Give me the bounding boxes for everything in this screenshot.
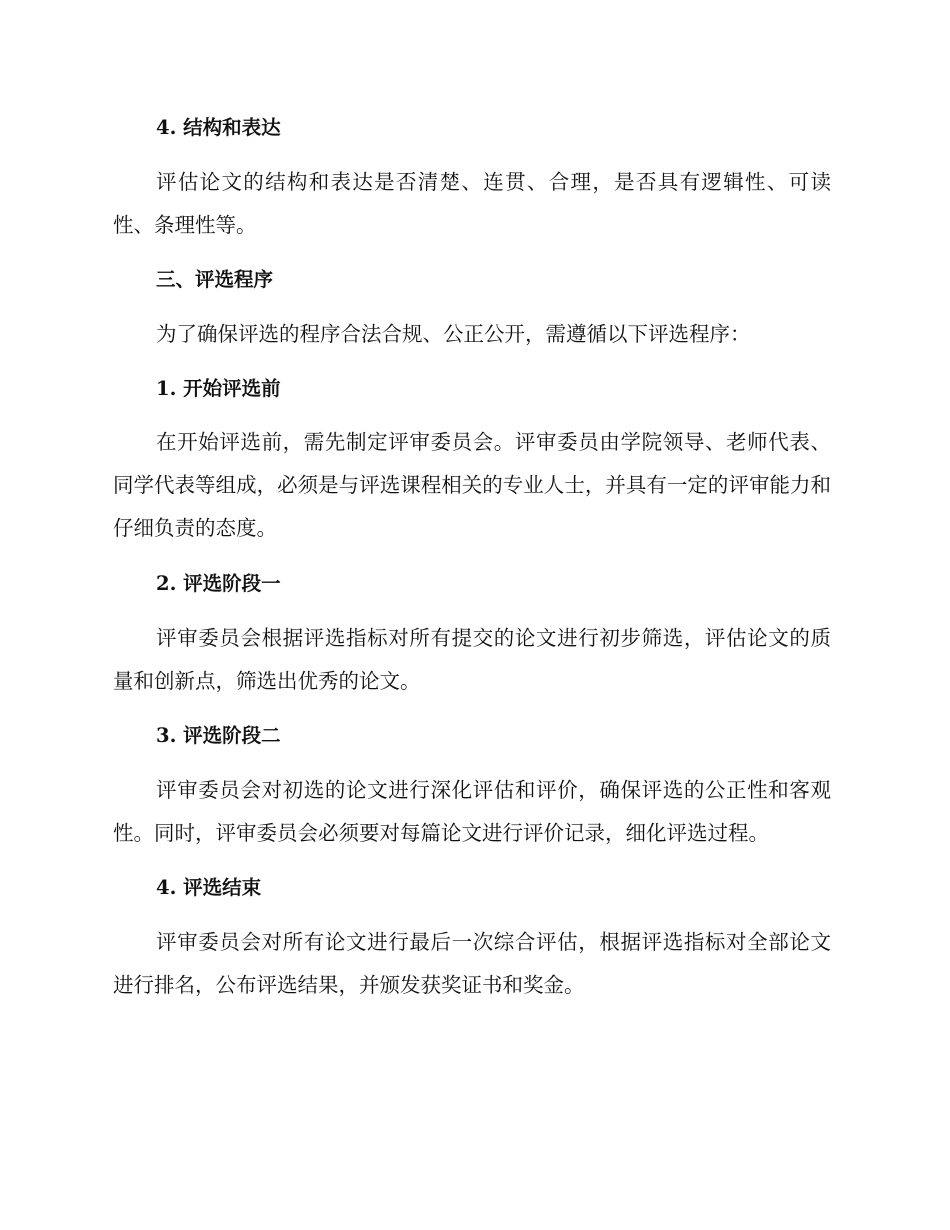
paragraph-procedure-intro: 为了确保评选的程序合法合规、公正公开，需遵循以下评选程序： (156, 322, 751, 346)
section-heading-before-selection: 1. 开始评选前 (156, 377, 281, 400)
paragraph-before-selection: 在开始评选前，需先制定评审委员会。评审委员由学院领导、老师代表、同学代表等组成，必须是与评选课程相关的专业人士，并具有一定的评审能力和仔细负责的态度。 (113, 430, 831, 540)
section-heading-selection-procedure: 三、评选程序 (156, 268, 274, 291)
section-heading-stage-two: 3. 评选阶段二 (156, 724, 281, 747)
paragraph-stage-one: 评审委员会根据评选指标对所有提交的论文进行初步筛选，评估论文的质量和创新点，筛选出优秀的论文。 (113, 626, 831, 693)
paragraph-stage-two: 评审委员会对初选的论文进行深化评估和评价，确保评选的公正性和客观性。同时，评审委员会必须要对每篇论文进行评价记录，细化评选过程。 (113, 778, 831, 845)
section-heading-stage-one: 2. 评选阶段一 (156, 572, 281, 595)
paragraph-structure-expression: 评估论文的结构和表达是否清楚、连贯、合理，是否具有逻辑性、可读性、条理性等。 (113, 170, 831, 237)
section-heading-selection-end: 4. 评选结束 (156, 876, 262, 899)
paragraph-selection-end: 评审委员会对所有论文进行最后一次综合评估，根据评选指标对全部论文进行排名，公布评选结果，并颁发获奖证书和奖金。 (113, 930, 831, 997)
section-heading-structure-expression: 4. 结构和表达 (156, 116, 281, 139)
